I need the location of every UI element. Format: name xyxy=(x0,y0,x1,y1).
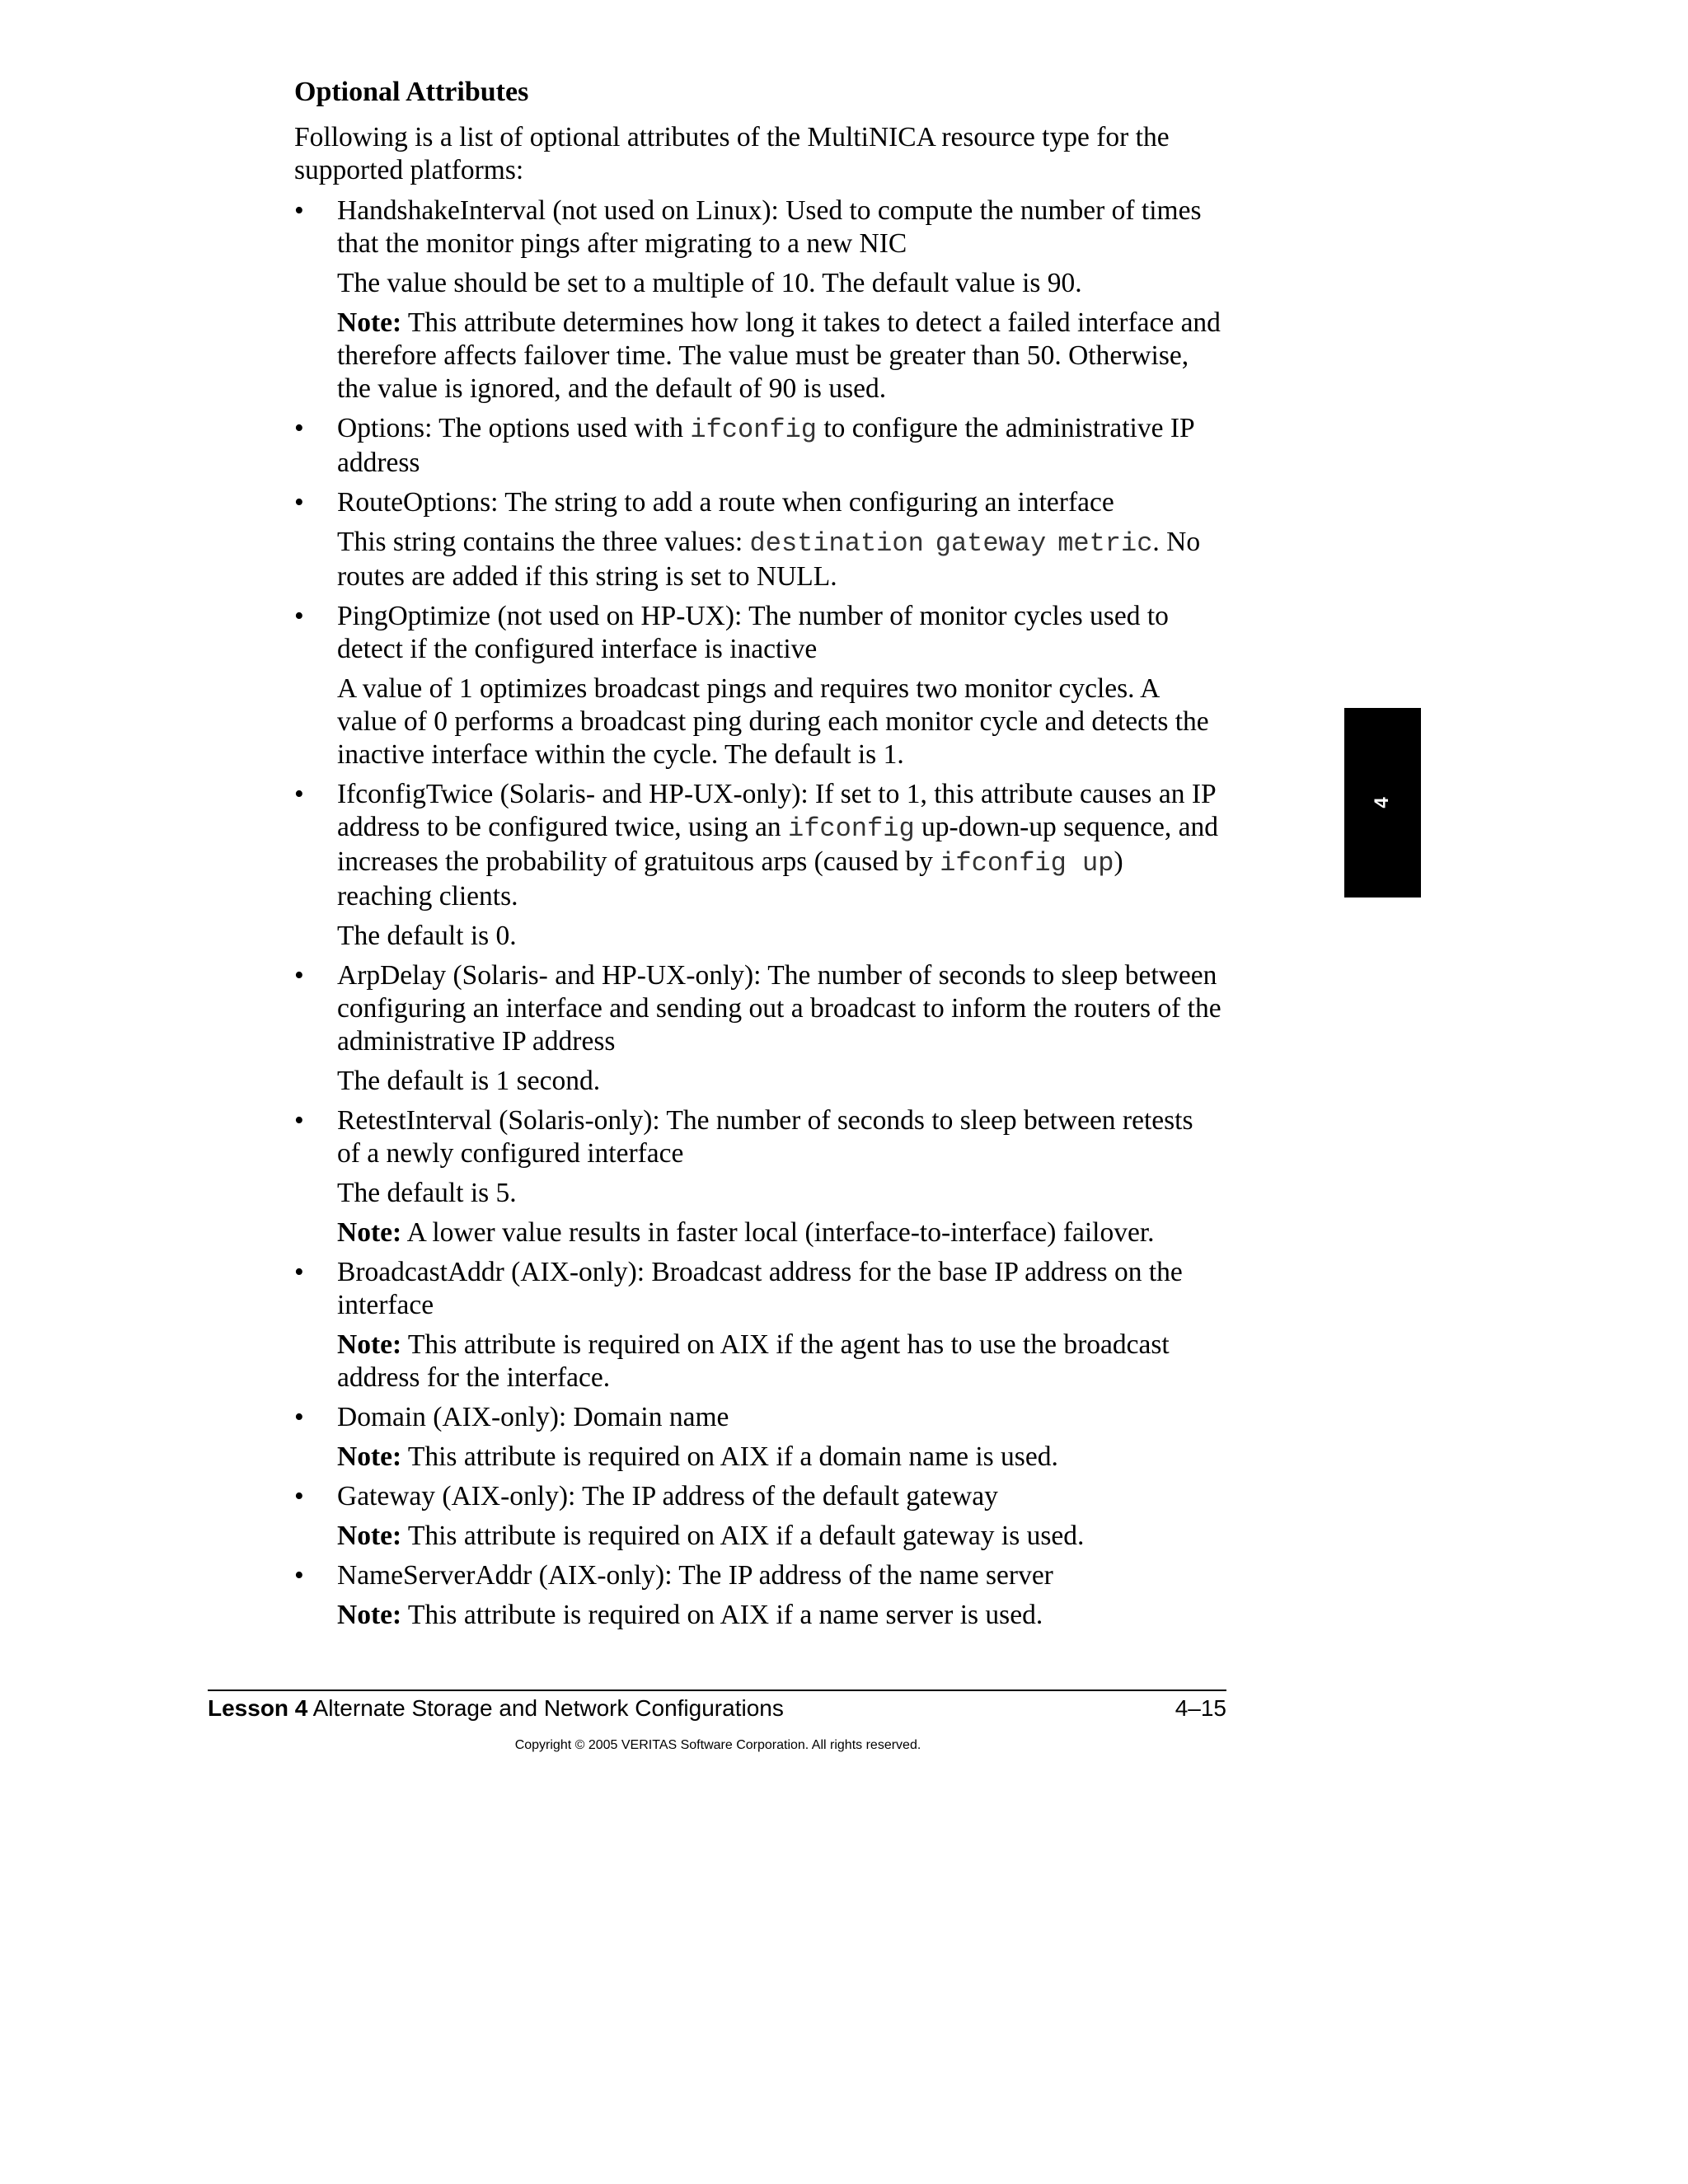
text-segment: Options: The options used with xyxy=(337,413,683,443)
note-text: This attribute is required on AIX if a default gateway is used. xyxy=(407,1521,1085,1551)
document-body xyxy=(294,76,1221,1638)
note-text: A lower value results in faster local (interface-to-interface) failover. xyxy=(406,1217,1155,1248)
copyright-notice: Copyright © 2005 VERITAS Software Corporation. All rights reserved. xyxy=(514,1738,921,1752)
text-segment: ) reaching clients. xyxy=(337,846,1123,912)
footer-divider xyxy=(208,1690,1226,1691)
bullet-icon: • xyxy=(294,413,304,443)
chapter-tab xyxy=(1344,708,1421,898)
note-label: Note: xyxy=(337,1600,402,1630)
list-item xyxy=(294,412,1221,480)
attribute-description: RouteOptions: The string to add a route when configuring an interface xyxy=(337,487,1114,518)
attribute-note xyxy=(337,1441,1221,1474)
bullet-icon: • xyxy=(294,1481,304,1511)
attribute-detail: The default is 0. xyxy=(337,921,517,951)
list-item xyxy=(294,1104,1221,1249)
list-item xyxy=(294,194,1221,405)
list-item xyxy=(294,959,1221,1098)
attribute-list xyxy=(294,194,1221,1632)
list-item xyxy=(294,778,1221,953)
lesson-label: Lesson 4 xyxy=(208,1695,308,1721)
intro-paragraph: Following is a list of optional attributes of the MultiNICA resource type for the supported platforms: xyxy=(294,122,1170,185)
attribute-description xyxy=(337,778,1221,913)
bullet-icon: • xyxy=(294,1402,304,1432)
attribute-detail: The value should be set to a multiple of 10. The default value is 90. xyxy=(337,268,1082,298)
attribute-note xyxy=(337,1520,1221,1553)
bullet-icon: • xyxy=(294,1105,304,1136)
note-label: Note: xyxy=(337,1521,402,1551)
attribute-detail xyxy=(337,526,1221,593)
note-text: This attribute is required on AIX if a domain name is used. xyxy=(407,1441,1058,1472)
section-heading: Optional Attributes xyxy=(294,77,529,107)
page-footer xyxy=(208,1694,1226,1722)
note-text: This attribute determines how long it takes to detect a failed interface and therefore affects failover time. The value must be greater than 50. Otherwise, the value is ignored, and the default of 90 is used. xyxy=(337,307,1221,404)
attribute-detail: A value of 1 optimizes broadcast pings and requires two monitor cycles. A value of 0 performs a broadcast ping during each monitor cycle and detects the inactive interface within the cycle. The default is 1. xyxy=(337,673,1209,770)
code-inline: metric xyxy=(1057,528,1153,559)
bullet-icon: • xyxy=(294,601,304,631)
footer-lesson xyxy=(208,1695,784,1721)
note-label: Note: xyxy=(337,1217,402,1248)
note-label: Note: xyxy=(337,307,402,338)
attribute-description xyxy=(337,412,1221,480)
text-segment: to configure the administrative IP address xyxy=(337,413,1194,478)
list-item xyxy=(294,1256,1221,1394)
note-text: This attribute is required on AIX if the agent has to use the broadcast address for the interface. xyxy=(337,1329,1170,1393)
code-inline: ifconfig xyxy=(788,813,915,844)
attribute-description: ArpDelay (Solaris- and HP-UX-only): The number of seconds to sleep between configuring an interface and sending out a broadcast to inform the routers of the administrative IP address xyxy=(337,960,1221,1057)
attribute-description: RetestInterval (Solaris-only): The number of seconds to sleep between retests of a newly configured interface xyxy=(337,1105,1193,1169)
note-label: Note: xyxy=(337,1441,402,1472)
attribute-description: Gateway (AIX-only): The IP address of the default gateway xyxy=(337,1481,998,1511)
code-inline: ifconfig xyxy=(690,415,817,445)
attribute-detail: The default is 5. xyxy=(337,1178,517,1208)
list-item xyxy=(294,486,1221,593)
list-item xyxy=(294,1559,1221,1632)
attribute-description: PingOptimize (not used on HP-UX): The number of monitor cycles used to detect if the configured interface is inactive xyxy=(337,601,1169,664)
text-segment: This string contains the three values: xyxy=(337,527,743,557)
note-text: This attribute is required on AIX if a name server is used. xyxy=(407,1600,1043,1630)
code-inline: ifconfig up xyxy=(940,848,1114,879)
chapter-tab-label: 4 xyxy=(1371,797,1393,808)
bullet-icon: • xyxy=(294,1560,304,1591)
text-segment: IfconfigTwice (Solaris- and HP-UX-only): If set to 1, this attribute causes an IP address to be configured twice, using an xyxy=(337,779,1216,842)
text-segment: . No routes are added if this string is set to NULL. xyxy=(337,527,1201,592)
note-label: Note: xyxy=(337,1329,402,1360)
attribute-description: Domain (AIX-only): Domain name xyxy=(337,1402,729,1432)
page-number: 4–15 xyxy=(1175,1695,1226,1721)
list-item xyxy=(294,1480,1221,1553)
bullet-icon: • xyxy=(294,1257,304,1287)
attribute-note xyxy=(337,307,1221,405)
text-segment: up-down-up sequence, and increases the probability of gratuitous arps (caused by xyxy=(337,812,1219,877)
attribute-note xyxy=(337,1599,1221,1632)
attribute-detail: The default is 1 second. xyxy=(337,1066,601,1096)
attribute-note xyxy=(337,1329,1221,1394)
lesson-title: Alternate Storage and Network Configurations xyxy=(312,1695,784,1721)
list-item xyxy=(294,1401,1221,1474)
bullet-icon: • xyxy=(294,195,304,226)
attribute-note xyxy=(337,1216,1221,1249)
attribute-description: HandshakeInterval (not used on Linux): Used to compute the number of times that the monitor pings after migrating to a new NIC xyxy=(337,195,1202,259)
bullet-icon: • xyxy=(294,960,304,991)
bullet-icon: • xyxy=(294,779,304,809)
code-inline: destination xyxy=(749,528,924,559)
attribute-description: BroadcastAddr (AIX-only): Broadcast address for the base IP address on the interface xyxy=(337,1257,1183,1320)
attribute-description: NameServerAddr (AIX-only): The IP address of the name server xyxy=(337,1560,1053,1591)
list-item xyxy=(294,600,1221,771)
bullet-icon: • xyxy=(294,487,304,518)
code-inline: gateway xyxy=(935,528,1047,559)
